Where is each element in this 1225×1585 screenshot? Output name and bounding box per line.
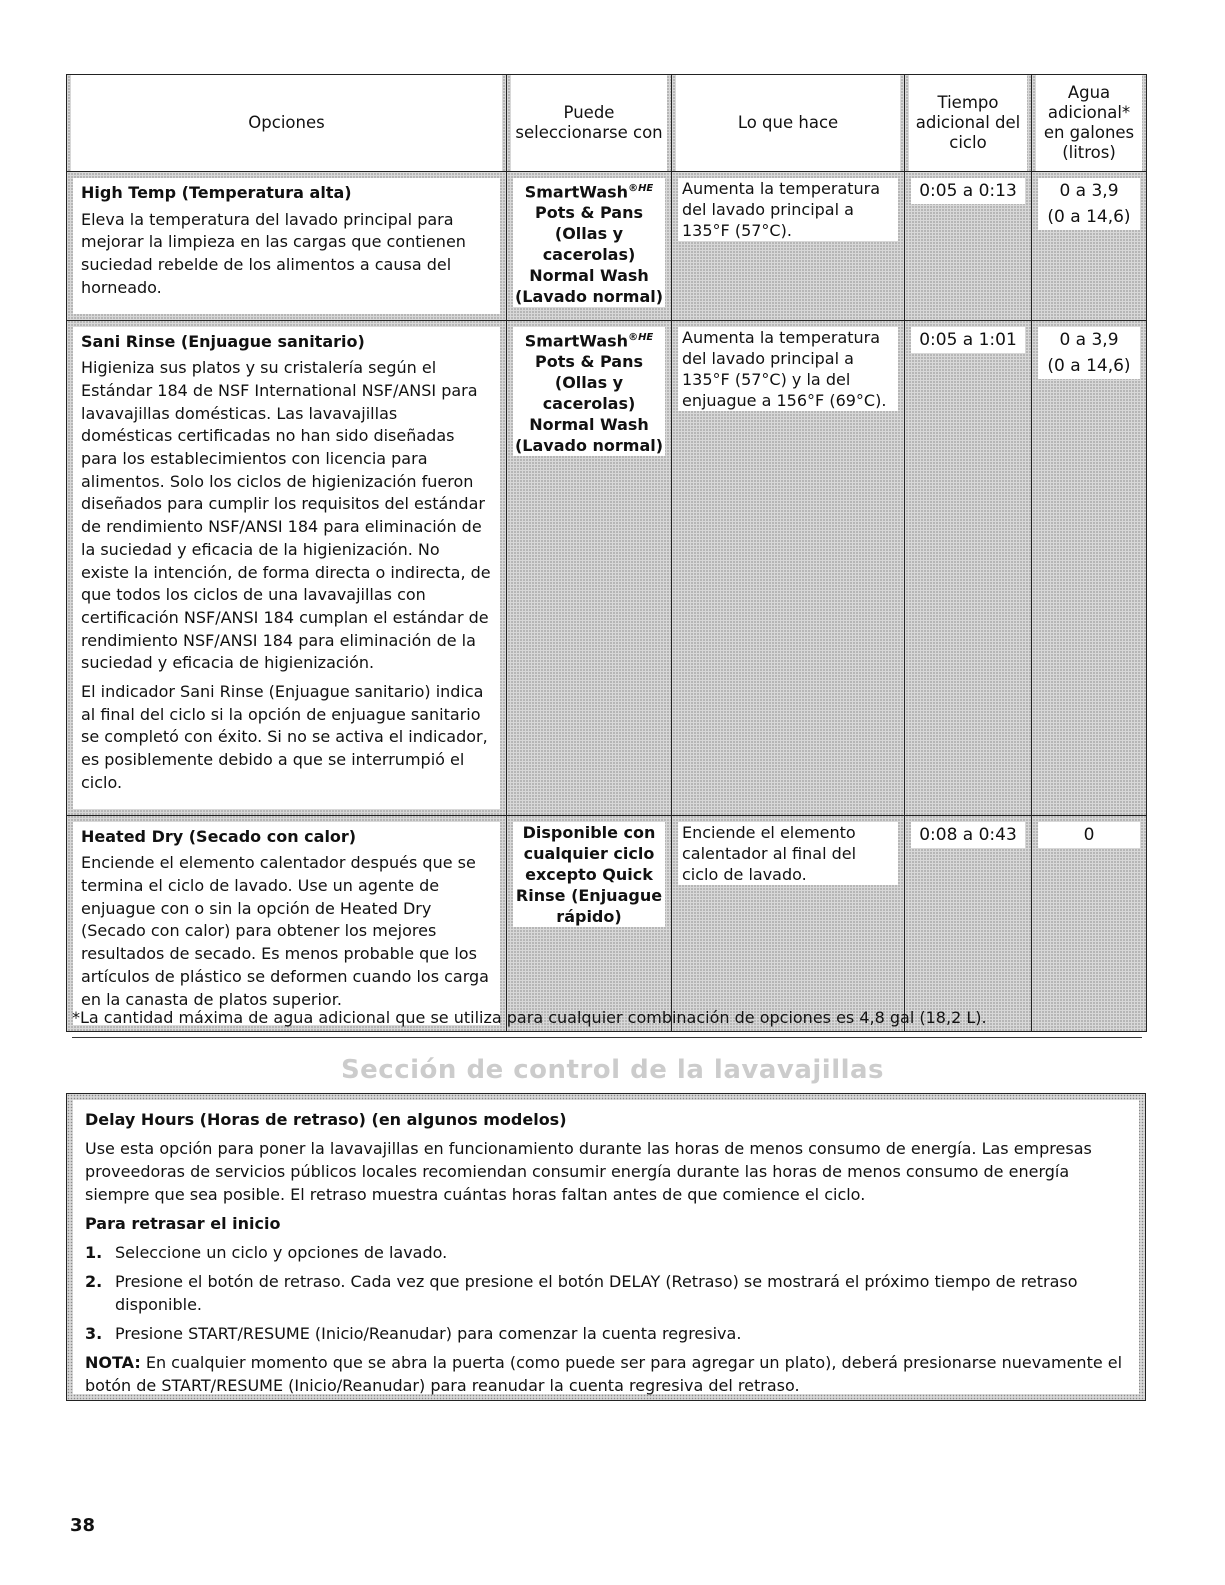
added-time-cell (905, 815, 1032, 1032)
option-title: Heated Dry (Secado con calor) (81, 826, 357, 846)
options-table (66, 74, 1147, 1032)
smartwash-mark: ®HE (628, 331, 654, 343)
header-options: Opciones (67, 75, 507, 172)
water-liters: (0 a 14,6) (1047, 207, 1131, 227)
option-cell (67, 815, 507, 1032)
what-it-does-cell (672, 815, 905, 1032)
header-added-water: Agua adicional* en galones (litros) (1032, 75, 1147, 172)
delay-hours-box (66, 1093, 1146, 1401)
table-header-row (67, 75, 1147, 172)
smartwash-label: SmartWash (524, 182, 629, 202)
delay-start-subtitle: Para retrasar el inicio (85, 1214, 281, 1233)
option-title: High Temp (Temperatura alta) (81, 183, 352, 202)
what-it-does-text: Aumenta la temperatura del lavado principal a 135°F (57°C). (682, 179, 881, 240)
what-it-does-text: Aumenta la temperatura del lavado principal a 135°F (57°C) y la del enjuague a 156°F (69°C). (682, 327, 887, 410)
list-item (85, 1270, 1127, 1316)
option-description: El indicador Sani Rinse (Enjuague sanitario) indica al final del ciclo si la opción de enjuague sanitario se completó con éxito. Si no se activa el indicador, es posiblemente debido a que se interrumpió el ciclo. (81, 682, 488, 792)
list-item (85, 1241, 1127, 1264)
water-gallons: 0 (1083, 824, 1095, 845)
water-gallons: 0 a 3,9 (1059, 181, 1119, 201)
divider (72, 1037, 1142, 1038)
option-description: Higieniza sus platos y su cristalería según el Estándar 184 de NSF International NSF/ANSI para lavavajillas domésticas. Las lavavajillas domésticas certificadas no han sido diseñadas para los establecimientos con licencia para alimentos. Solo los ciclos de higienización fueron diseñados para cumplir los requisitos del estándar de rendimiento NSF/ANSI 184 para eliminación de la suciedad y eficacia de la higienización. No existe la intención, de forma directa o indirecta, de que todos los ciclos de una lavavajillas con certificación NSF/ANSI 184 cumplan el estándar de rendimiento NSF/ANSI 184 para eliminación de la suciedad y eficacia de higienización. (81, 358, 491, 673)
note-text: En cualquier momento que se abra la puerta (como puede ser para agregar un plato), deberá presionarse nuevamente el botón de START/RESUME (Inicio/Reanudar) para reanudar la cuenta regresiva del retraso. (85, 1353, 1123, 1395)
added-water-cell (1032, 320, 1147, 815)
step-number: 2. (85, 1272, 103, 1291)
table-row (67, 815, 1147, 1032)
selectable-text: Pots & Pans (Ollas y cacerolas) Normal Wash (Lavado normal) (514, 203, 664, 307)
header-selectable: Puede seleccionarse con (507, 75, 672, 172)
selectable-cell (507, 815, 672, 1032)
added-time-cell (905, 172, 1032, 321)
added-water-cell (1032, 815, 1147, 1032)
option-description: Eleva la temperatura del lavado principal para mejorar la limpieza en las cargas que contienen suciedad rebelde de los alimentos a causa del horneado. (81, 209, 466, 297)
what-it-does-cell (672, 320, 905, 815)
list-item (85, 1322, 1127, 1345)
option-cell (67, 172, 507, 321)
page-number: 38 (70, 1515, 96, 1536)
selectable-text: Pots & Pans (Ollas y cacerolas) Normal Wash (Lavado normal) (514, 351, 664, 455)
step-number: 1. (85, 1243, 103, 1262)
step-text: Presione el botón de retraso. Cada vez que presione el botón DELAY (Retraso) se mostrará el próximo tiempo de retraso disponible. (115, 1272, 1078, 1314)
added-time-text: 0:05 a 1:01 (919, 329, 1017, 350)
added-time-text: 0:05 a 0:13 (919, 181, 1017, 201)
option-cell (67, 320, 507, 815)
added-water-cell (1032, 172, 1147, 321)
selectable-cell (507, 172, 672, 321)
note-label: NOTA: (85, 1353, 141, 1372)
table-row (67, 320, 1147, 815)
note (85, 1351, 1127, 1397)
selectable-cell (507, 320, 672, 815)
option-title: Sani Rinse (Enjuague sanitario) (81, 331, 365, 351)
selectable-text: Disponible con cualquier ciclo excepto Quick Rinse (Enjuague rápido) (515, 822, 663, 926)
water-gallons: 0 a 3,9 (1059, 329, 1119, 350)
header-added-time: Tiempo adicional del ciclo (905, 75, 1032, 172)
step-text: Presione START/RESUME (Inicio/Reanudar) para comenzar la cuenta regresiva. (115, 1324, 742, 1343)
delay-hours-title: Delay Hours (Horas de retraso) (en algunos modelos) (85, 1110, 567, 1129)
smartwash-label: SmartWash (524, 330, 629, 350)
added-time-cell (905, 320, 1032, 815)
what-it-does-cell (672, 172, 905, 321)
delay-hours-intro: Use esta opción para poner la lavavajillas en funcionamiento durante las horas de menos consumo de energía. Las empresas proveedoras de servicios públicos locales recomiendan consumir energía durante las horas de menos consumo de energía siempre que sea posible. El retraso muestra cuántas horas faltan antes de que comience el ciclo. (85, 1139, 1092, 1204)
what-it-does-text: Enciende el elemento calentador al final del ciclo de lavado. (682, 822, 857, 884)
section-heading: Sección de control de la lavavajillas (340, 1055, 885, 1085)
step-number: 3. (85, 1324, 103, 1343)
added-time-text: 0:08 a 0:43 (919, 824, 1017, 845)
smartwash-mark: ®HE (628, 183, 654, 194)
footnote: *La cantidad máxima de agua adicional que se utiliza para cualquier combinación de opciones es 4,8 gal (18,2 L). (72, 1008, 987, 1027)
header-what-it-does: Lo que hace (672, 75, 905, 172)
option-description: Enciende el elemento calentador después que se termina el ciclo de lavado. Use un agente de enjuague con o sin la opción de Heated Dry (Secado con calor) para obtener los mejores resultados de secado. Es menos probable que los artículos de plástico se deformen cuando los carga en la canasta de platos superior. (81, 853, 489, 1009)
table-row (67, 172, 1147, 321)
water-liters: (0 a 14,6) (1047, 355, 1131, 376)
step-text: Seleccione un ciclo y opciones de lavado. (115, 1243, 448, 1262)
